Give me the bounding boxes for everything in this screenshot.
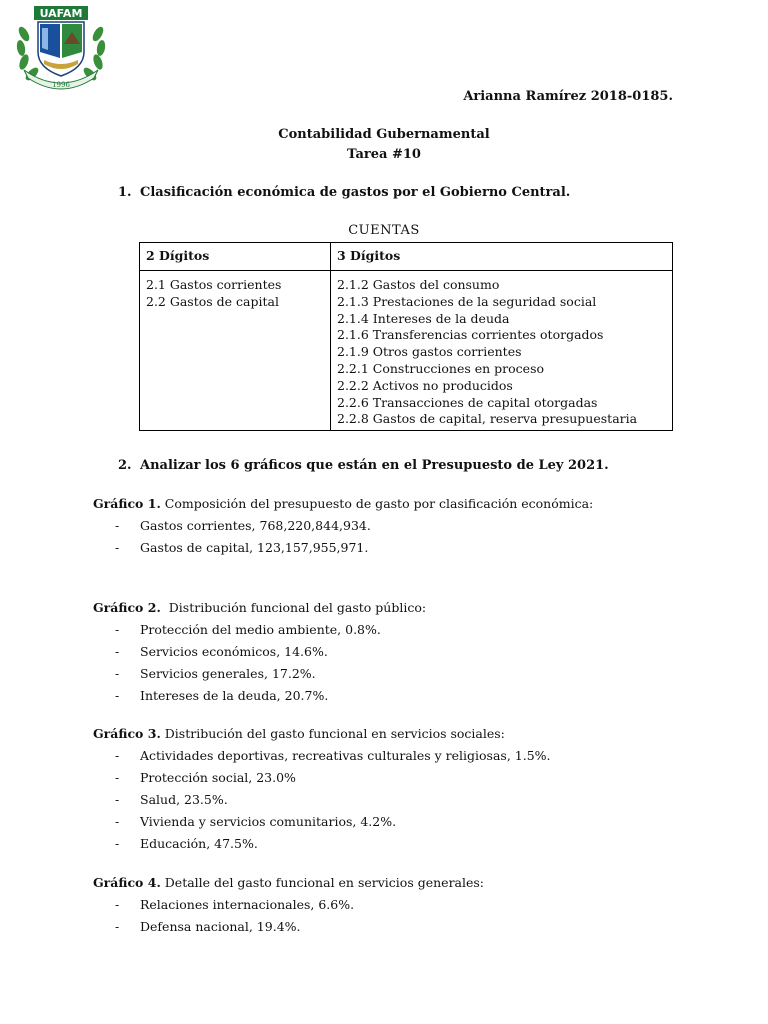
account-3-digit-item: 2.1.6 Transferencias corrientes otorgados bbox=[337, 327, 604, 343]
university-logo bbox=[14, 4, 108, 94]
grafico-3-section bbox=[93, 725, 551, 855]
list-item-text: Vivienda y servicios comunitarios, 4.2%. bbox=[140, 814, 397, 829]
account-3-digit-item: 2.1.2 Gastos del consumo bbox=[337, 277, 500, 292]
grafico-label: Gráfico 4. bbox=[93, 875, 161, 890]
list-item-text: Gastos corrientes, 768,220,844,934. bbox=[140, 518, 371, 533]
list-item-text: Servicios económicos, 14.6%. bbox=[140, 644, 328, 659]
account-3-digit-item: 2.2.2 Activos no producidos bbox=[337, 377, 513, 393]
grafico-1-list bbox=[93, 515, 593, 559]
grafico-4-list bbox=[93, 894, 484, 938]
list-item bbox=[93, 789, 551, 811]
grafico-description: Composición del presupuesto de gasto por clasificación económica: bbox=[160, 496, 594, 511]
question-2 bbox=[118, 458, 609, 473]
list-item bbox=[93, 745, 551, 767]
list-item-text: Relaciones internacionales, 6.6%. bbox=[140, 897, 355, 912]
grafico-label: Gráfico 3. bbox=[93, 726, 161, 741]
grafico-description: Distribución funcional del gasto público: bbox=[160, 600, 427, 615]
dash-bullet: - bbox=[115, 919, 120, 934]
account-3-digit-item: 2.2.6 Transacciones de capital otorgadas bbox=[337, 394, 598, 410]
list-item-text: Actividades deportivas, recreativas culturales y religiosas, 1.5%. bbox=[140, 748, 551, 763]
grafico-4-title bbox=[93, 874, 484, 894]
table-header-2-digits: 2 Dígitos bbox=[140, 243, 331, 271]
grafico-3-list bbox=[93, 745, 551, 855]
list-item-text: Servicios generales, 17.2%. bbox=[140, 666, 316, 681]
question-2-text: Analizar los 6 gráficos que están en el Presupuesto de Ley 2021. bbox=[140, 458, 609, 473]
grafico-3-title bbox=[93, 725, 551, 745]
account-2-digit-item: 2.2 Gastos de capital bbox=[146, 293, 279, 309]
grafico-2-list bbox=[93, 619, 426, 707]
grafico-label: Gráfico 1. bbox=[93, 496, 161, 511]
grafico-label: Gráfico 2. bbox=[93, 600, 161, 615]
list-item-text: Intereses de la deuda, 20.7%. bbox=[140, 688, 329, 703]
dash-bullet: - bbox=[115, 518, 120, 533]
table-cell-2-digits bbox=[140, 271, 331, 431]
course-title: Contabilidad Gubernamental bbox=[278, 127, 490, 142]
account-3-digit-item: 2.1.3 Prestaciones de la seguridad social bbox=[337, 293, 597, 309]
list-item-text: Protección social, 23.0% bbox=[140, 770, 296, 785]
dash-bullet: - bbox=[115, 540, 120, 555]
list-item bbox=[93, 663, 426, 685]
logo-text: UAFAM bbox=[39, 7, 83, 20]
task-title: Tarea #10 bbox=[347, 147, 421, 162]
grafico-2-title bbox=[93, 599, 426, 619]
account-3-digit-item: 2.2.8 Gastos de capital, reserva presupuestaria bbox=[337, 411, 638, 427]
list-item bbox=[93, 619, 426, 641]
list-item bbox=[93, 641, 426, 663]
table-row bbox=[140, 271, 673, 431]
list-item-text: Gastos de capital, 123,157,955,971. bbox=[140, 540, 369, 555]
dash-bullet: - bbox=[115, 814, 120, 829]
grafico-2-section bbox=[93, 599, 426, 707]
dash-bullet: - bbox=[115, 748, 120, 763]
list-item bbox=[93, 916, 484, 938]
account-3-digit-item: 2.1.9 Otros gastos corrientes bbox=[337, 344, 522, 360]
accounts-table bbox=[139, 242, 673, 431]
account-2-digit-item: 2.1 Gastos corrientes bbox=[146, 277, 282, 292]
list-item-text: Salud, 23.5%. bbox=[140, 792, 228, 807]
dash-bullet: - bbox=[115, 688, 120, 703]
question-1-text: Clasificación económica de gastos por el Gobierno Central. bbox=[140, 185, 571, 200]
list-item bbox=[93, 811, 551, 833]
account-3-digit-item: 2.1.4 Intereses de la deuda bbox=[337, 310, 510, 326]
list-item bbox=[93, 833, 551, 855]
cuentas-title: CUENTAS bbox=[348, 223, 420, 238]
list-item-text: Educación, 47.5%. bbox=[140, 836, 258, 851]
question-1 bbox=[118, 185, 570, 200]
author-name: Arianna Ramírez 2018-0185. bbox=[463, 89, 673, 104]
list-item bbox=[93, 767, 551, 789]
list-item bbox=[93, 537, 593, 559]
dash-bullet: - bbox=[115, 897, 120, 912]
account-3-digit-item: 2.2.1 Construcciones en proceso bbox=[337, 360, 545, 376]
dash-bullet: - bbox=[115, 644, 120, 659]
list-item bbox=[93, 515, 593, 537]
question-1-number: 1. bbox=[118, 185, 132, 200]
table-header-3-digits: 3 Dígitos bbox=[331, 243, 673, 271]
list-item-text: Defensa nacional, 19.4%. bbox=[140, 919, 301, 934]
grafico-1-title bbox=[93, 495, 593, 515]
logo-year: 1996 bbox=[52, 81, 70, 89]
grafico-1-section bbox=[93, 495, 593, 559]
question-2-number: 2. bbox=[118, 458, 132, 473]
list-item bbox=[93, 685, 426, 707]
dash-bullet: - bbox=[115, 770, 120, 785]
dash-bullet: - bbox=[115, 666, 120, 681]
dash-bullet: - bbox=[115, 836, 120, 851]
table-cell-3-digits bbox=[331, 271, 673, 431]
grafico-4-section bbox=[93, 874, 484, 938]
table-header-row bbox=[140, 243, 673, 271]
list-item-text: Protección del medio ambiente, 0.8%. bbox=[140, 622, 381, 637]
grafico-description: Distribución del gasto funcional en servicios sociales: bbox=[160, 726, 505, 741]
grafico-description: Detalle del gasto funcional en servicios generales: bbox=[160, 875, 485, 890]
dash-bullet: - bbox=[115, 622, 120, 637]
list-item bbox=[93, 894, 484, 916]
dash-bullet: - bbox=[115, 792, 120, 807]
